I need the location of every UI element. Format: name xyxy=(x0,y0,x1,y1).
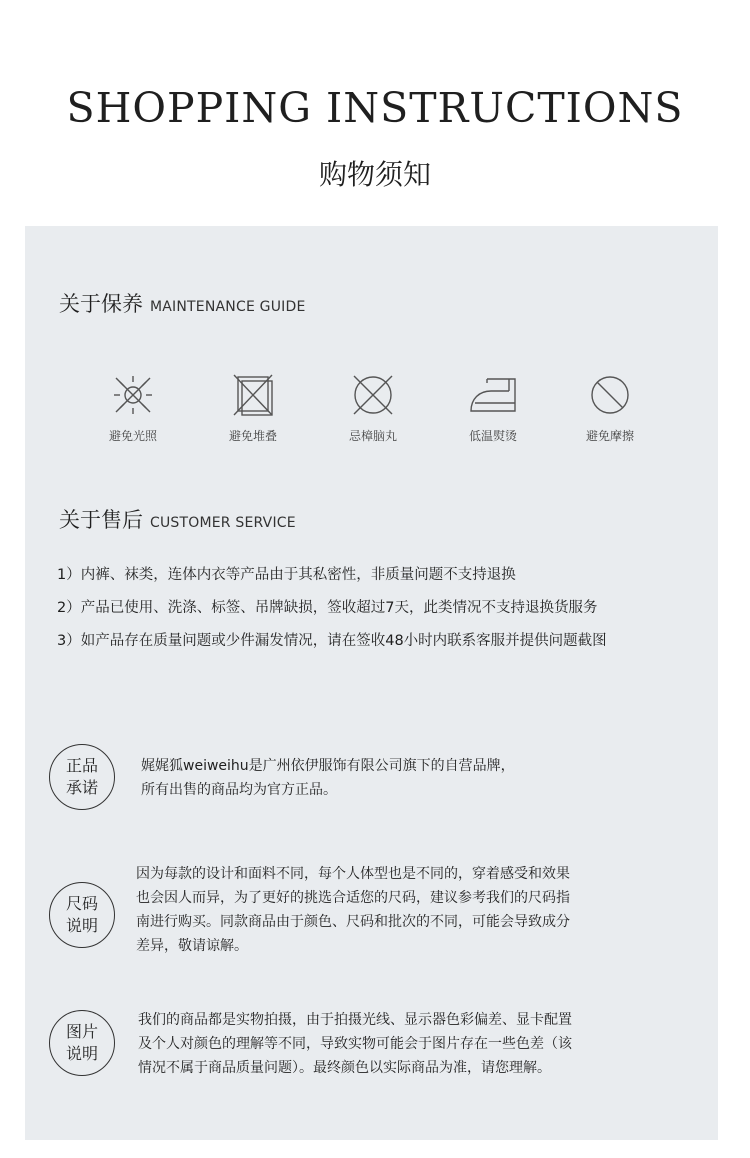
list-item: 2）产品已使用、洗涤、标签、吊牌缺损，签收超过7天，此类情况不支持退换货服务 xyxy=(57,600,598,616)
notice-authenticity xyxy=(49,742,689,822)
image-badge xyxy=(49,1010,115,1076)
no-sunlight-icon xyxy=(109,371,157,419)
text-line: 情况不属于商品质量问题）。最终颜色以实际商品为准，请您理解。 xyxy=(138,1060,551,1076)
no-mothball-icon xyxy=(349,371,397,419)
service-heading-cn: 关于售后 xyxy=(59,508,143,532)
image-text xyxy=(138,1008,572,1080)
list-item: 1）内裤、袜类，连体内衣等产品由于其私密性，非质量问题不支持退换 xyxy=(57,567,516,583)
page-title-cn: 购物须知 xyxy=(318,158,431,191)
care-label: 避免摩擦 xyxy=(585,429,634,443)
care-label: 忌樟脑丸 xyxy=(348,429,397,443)
notice-size xyxy=(49,860,689,970)
list-item: 3）如产品存在质量问题或少件漏发情况，请在签收48小时内联系客服并提供问题截图 xyxy=(57,633,607,649)
maintenance-heading-cn: 关于保养 xyxy=(59,292,143,316)
text-line: 所有出售的商品均为官方正品。 xyxy=(141,782,337,798)
care-item-no-mothball xyxy=(323,371,423,444)
text-line: 因为每款的设计和面料不同，每个人体型也是不同的，穿着感受和效果 xyxy=(136,866,570,882)
badge-line: 承诺 xyxy=(65,778,98,797)
badge-line: 说明 xyxy=(65,916,98,935)
badge-line: 正品 xyxy=(65,756,98,775)
maintenance-heading-en: MAINTENANCE GUIDE xyxy=(150,299,306,315)
service-heading xyxy=(59,504,296,534)
badge-line: 图片 xyxy=(65,1022,98,1041)
care-label: 避免光照 xyxy=(108,429,157,443)
text-line: 也会因人而异，为了更好的挑选合适您的尺码，建议参考我们的尺码指 xyxy=(136,890,570,906)
size-text xyxy=(136,862,570,958)
maintenance-heading xyxy=(59,288,306,318)
low-temp-iron-icon xyxy=(465,371,521,419)
authenticity-text xyxy=(141,754,515,802)
no-stacking-icon xyxy=(229,371,277,419)
text-line: 娓娓狐weiweihu是广州依伊服饰有限公司旗下的自营品牌， xyxy=(141,758,515,774)
badge-line: 说明 xyxy=(65,1044,98,1063)
notice-image xyxy=(49,1006,689,1096)
authenticity-badge xyxy=(49,744,115,810)
text-line: 我们的商品都是实物拍摄，由于拍摄光线、显示器色彩偏差、显卡配置 xyxy=(138,1012,572,1028)
care-label: 低温熨烫 xyxy=(468,429,517,443)
badge-line: 尺码 xyxy=(65,894,98,913)
care-item-no-friction xyxy=(560,371,660,444)
care-label: 避免堆叠 xyxy=(228,429,277,443)
care-item-no-sunlight xyxy=(83,371,183,444)
no-friction-icon xyxy=(586,371,634,419)
text-line: 及个人对颜色的理解等不同，导致实物可能会于图片存在一些色差（该 xyxy=(138,1036,572,1052)
text-line: 南进行购买。同款商品由于颜色、尺码和批次的不同，可能会导致成分 xyxy=(136,914,570,930)
size-badge xyxy=(49,882,115,948)
instructions-panel xyxy=(25,226,718,1140)
care-item-no-stacking xyxy=(203,371,303,444)
care-item-low-temp-iron xyxy=(443,371,543,444)
service-heading-en: CUSTOMER SERVICE xyxy=(150,515,296,531)
text-line: 差异，敬请谅解。 xyxy=(136,938,248,954)
page-title-en: SHOPPING INSTRUCTIONS xyxy=(66,84,684,132)
service-list xyxy=(57,564,697,663)
care-icons xyxy=(25,371,718,446)
